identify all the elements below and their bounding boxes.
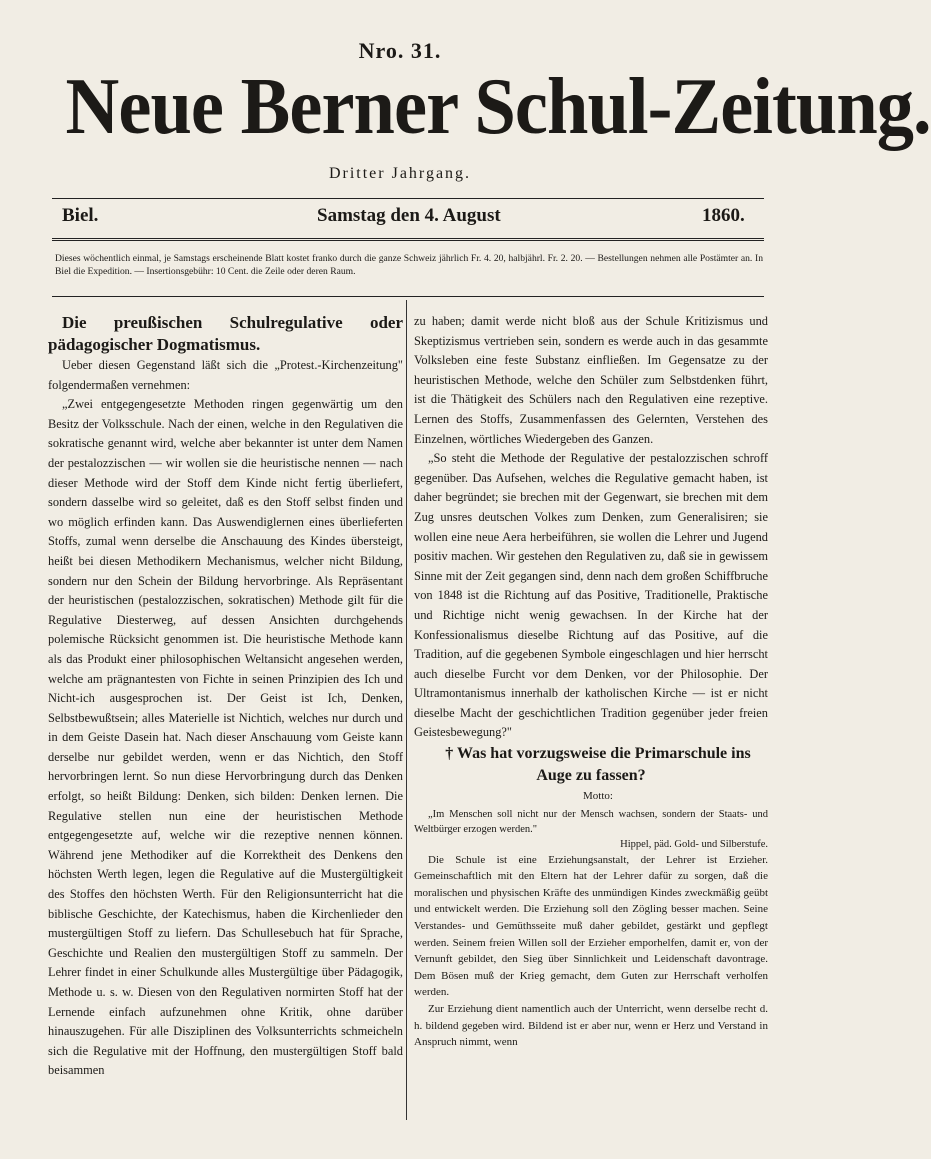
column-left xyxy=(48,312,403,1081)
article2-motto-label: Motto: xyxy=(583,790,613,803)
article1-paragraph-1: „Zwei entgegengesetzte Methoden ringen gegenwärtig um den Besitz der Volksschule. Nach der einen, welche in den Regulativen die sokratische genannt wird, welche aber bekannter ist unter dem Namen der pestalozzischen — wir wollen sie die heuristische nennen — nach dieser Methode wird der Stoff dem Kinde nicht fertig überliefert, sondern dasselbe wird so geleitet, daß es den Stoff selbst finden und wo möglich erfinden kann. Das Auswendiglernen eines überlieferten Stoffs, zumal wenn derselbe die Anschauung des Kindes übersteigt, heißt bei diesen Methodikern Mechanismus, welcher nicht Bildung, sondern nur den Schein der Bildung hervorbringe. Als Repräsentant der heuristischen (pestalozzischen, sokratischen) Methode gilt für die Regulative Diesterweg, auf dessen Ansichten durchgehends polemische Rücksicht genommen ist. Die heuristische Methode kann als das Produkt einer philosophischen Weltansicht angesehen werden, welche am prägnantesten von Fichte in seinen Prinzipien des Ich und Nicht-ich ausgesprochen ist. Der Geist ist Ich, Denken, Selbstbewußtsein; alles Materielle ist Nichtich, welches nur durch und in dem Geiste Dasein hat. Nach dieser Anschauung vom Geiste kann derselbe nur gebildet werden, wenn er das Nichtich, den Stoff hervorbringen lernt. So nun diese Hervorbringung durch das Denken erfolgt, so heißt Bildung: Denken, sich bilden: Denken lernen. Die Regulative stellen nun eine der heuristischen Methode entgegengesetzte auf, welche wir die rezeptive nennen können. Während jene Methodiker auf die Korrektheit des Denkens den höchsten Werth legen, legen die Regulative auf die Mustergültigkeit des Stoffes den höchsten Werth. Für den Religionsunterricht hat die biblische Geschichte, der Katechismus, haben die Kirchenlieder den mustergültigen Stoff zu liefern. Das Schullesebuch hat für Sprache, Geschichte und Realien den mustergültigen Stoff zu sammeln. Der Lehrer findet in einer Schulkunde alles Mustergültige über Pädagogik, Methode u. s. w. Diesen von den Regulativen normirten Stoff hat der Lernende einfach aufzunehmen ohne Kritik, ohne darüber hinauszugehen. Für alle Disziplinen des Volksunterrichts schmeicheln sich die Regulative mit der Hoffnung, den mustergültigen Stoff bald beisammen xyxy=(48,397,403,1078)
rule-notice xyxy=(52,296,764,297)
article2-motto: „Im Menschen soll nicht nur der Mensch wachsen, sondern der Staats- und Weltbürger erzogen werden." xyxy=(414,808,768,835)
article1-intro: Ueber diesen Gegenstand läßt sich die „Protest.-Kirchenzeitung" folgendermaßen vernehmen: xyxy=(48,358,403,392)
rule-top xyxy=(52,198,764,199)
article1-title: Die preußischen Schulregulative oder pädagogischer Dogmatismus. xyxy=(48,313,403,354)
dateline xyxy=(62,205,762,231)
column-right xyxy=(414,312,768,1051)
masthead-title: Neue Berner Schul-Zeitung. xyxy=(65,63,931,151)
dateline-date: Samstag den 4. August xyxy=(317,205,501,226)
article2-motto-source: Hippel, päd. Gold- und Silberstufe. xyxy=(620,838,768,850)
column-divider xyxy=(406,300,407,1120)
rule-dateline xyxy=(52,238,764,241)
article1-paragraph-2: „So steht die Methode der Regulative der pestalozzischen schroff gegenüber. Das Aufsehen, welches die Regulative gemacht haben, ist daher begründet; sie brechen mit der Gegenwart, sie brechen mit dem Zug unsres deutschen Volkes zum Denken, zum Generalisiren; sie wollen eine neue Aera herbeiführen, sie wollen die Lehrer und Jugend positiv machen. Wir gestehen den Regulativen zu, daß sie in gewissem Sinne mit der Zeit gegangen sind, denn nach dem großen Schiffbruche von 1848 ist die Richtung auf das Positive, Traditionelle, Praktische und Richtige nicht wenig gewachsen. In der Kirche hat der Konfessionalismus dieselbe Richtung auf das Positive, auf die Tradition, auf die gegebenen Symbole eingeschlagen und hier herrscht auch dieselbe Furcht vor dem Denken, vor der Philosophie. Der Ultramontanismus innerhalb der katholischen Kirche — ist er nicht dieselbe Macht der geschichtlichen Tradition gegenüber jeder freien Geistesbewegung?" xyxy=(414,451,768,740)
subtitle: Dritter Jahrgang. xyxy=(328,165,472,182)
dateline-year: 1860. xyxy=(702,205,745,226)
article2-paragraph-2: Zur Erziehung dient namentlich auch der Unterricht, wenn derselbe recht d. h. bildend gegeben wird. Bildend ist er aber nur, wenn er Herz und Verstand in Anspruch nimmt, wenn xyxy=(414,1003,768,1049)
subscription-notice: Dieses wöchentlich einmal, je Samstags erscheinende Blatt kostet franko durch die ganze Schweiz jährlich Fr. 4. 20, halbjährl. Fr. 2. 20. — Bestellungen nehmen alle Postämter an. In Biel die Expedition. — Insertionsgebühr: 10 Cent. die Zeile oder deren Raum. xyxy=(55,253,763,277)
article2-title: † Was hat vorzugsweise die Primarschule ins Auge zu fassen? xyxy=(445,745,751,785)
article2-paragraph-1: Die Schule ist eine Erziehungsanstalt, der Lehrer ist Erzieher. Gemeinschaftlich mit den Eltern hat der Lehrer dafür zu sorgen, daß die moralischen und physischen Kräfte des unmündigen Kindes zweckmäßig geübt und entwickelt werden. Die Erziehung soll den Zögling besser machen. Seine Verstandes- und Gemüthsseite muß daher gebildet, gestärkt und gepflegt werden. Seinem freien Willen soll der Erzieher emporhelfen, damit er, von der Vernunft gebildet, den Sieg über Sinnlichkeit und Leidenschaft davontrage. Dem Bösen muß der Krieg gemacht, dem Guten zur Herrschaft verholfen werden. xyxy=(414,853,768,999)
dateline-place: Biel. xyxy=(62,205,99,226)
article1-paragraph-1-continued: zu haben; damit werde nicht bloß aus der Schule Kritizismus und Skeptizismus vertrieben sein, sondern es werde auch in das gesammte Volksleben eine feste Substanz einfließen. Im Gegensatze zu der heuristischen Methode, welche den Schüler zum Selbstdenken führt, ist die Thätigkeit des Schülers nach den Regulativen eine rezeptive. Lernen des Stoffs, Zusammenfassen des Gelernten, Verstehen des Einzelnen, wörtliches Wiedergeben des Ganzen. xyxy=(414,314,768,446)
issue-number: Nro. 31. xyxy=(358,38,442,63)
